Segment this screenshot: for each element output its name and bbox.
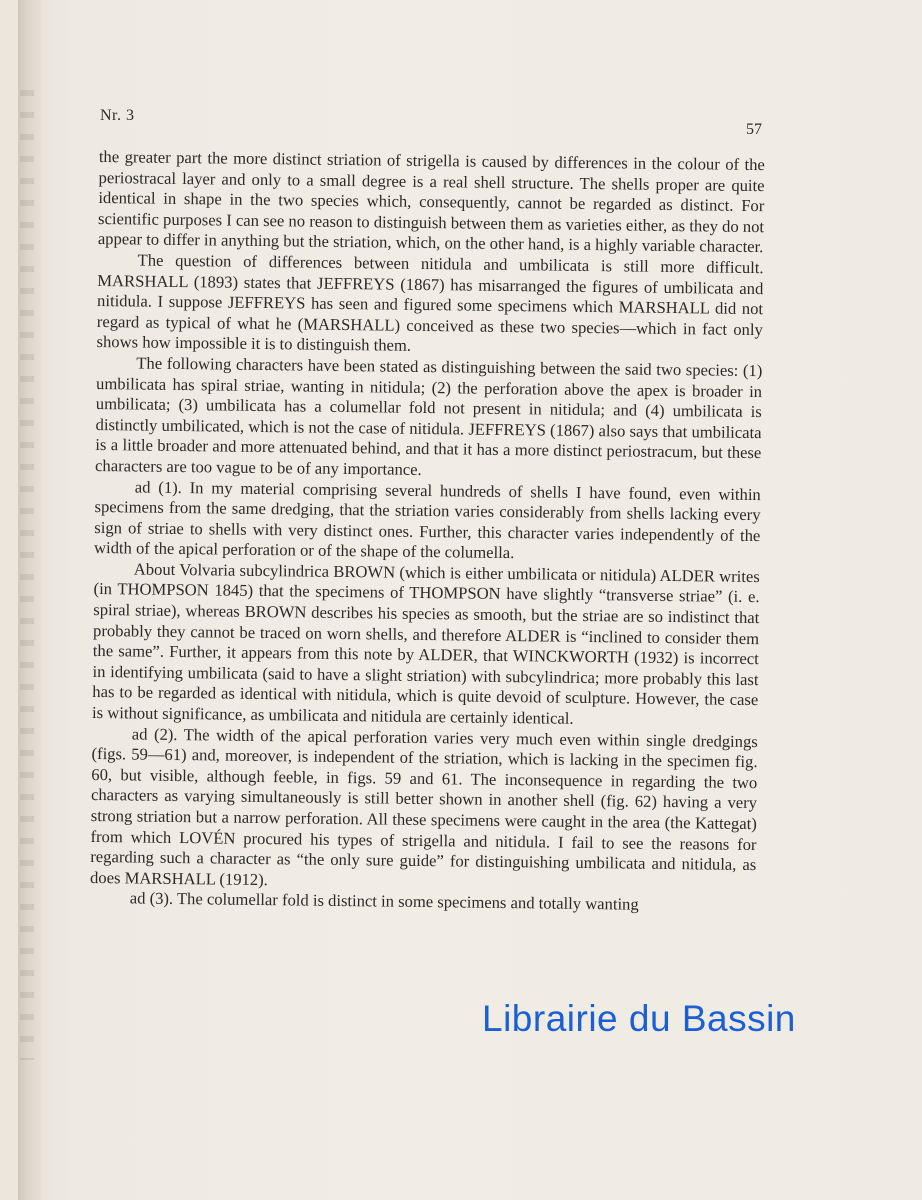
page-number: 57 [746, 121, 762, 138]
body-text [90, 147, 765, 917]
paragraph-6: ad (2). The width of the apical perforation varies very much even within single dredgings (figs. 59—61) and, moreover, is independent of the striation, which is lacking in the specimen fig. 60, but visible, although feeble, in figs. 59 and 61. The inconsequence in regarding the two characters as varying simultaneously is still better shown in another shell (fig. 62) having a very strong striation but a narrow perforation. All these specimens were caught in the area (the Kattegat) from which LOVÉN procured his types of strigella and nitidula. I fail to see the reasons for regarding such a character as “the only sure guide” for distinguishing umbilicata and nitidula, as does MARSHALL (1912). [89, 724, 758, 889]
paragraph-1: the greater part the more distinct striation of strigella is caused by differences in the colour of the periostracal layer and only to a small degree is a real shell structure. The shells proper are quite identical in shape in the two species which, consequently, cannot be regarded as distinct. For scientific purposes I can see no reason to distinguish between them as varieties either, as they do not appear to differ in anything but the striation, which, on the other hand, is a highly variable character. [97, 147, 765, 257]
paragraph-4: ad (1). In my material comprising several hundreds of shells I have found, even within specimens from the same dredging, that the striation varies considerably from shells lacking every sign of striae to shells with very distinct ones. Further, this character varies independently of the width of the apical perforation or of the shape of the columella. [93, 476, 761, 563]
paragraph-5: About Volvaria subcylindrica BROWN (which is either umbilicata or nitidula) ALDER writes (in THOMPSON 1845) that the specimens of THOMPSON have slightly “transverse striae” (i. e. spiral striae), whereas BROWN describes his species as smooth, but the striae are so indistinct that probably they cannot be traced on worn shells, and therefore ALDER is “inclined to consider them the same”. Further, it appears from this note by ALDER, that WINCKWORTH (1932) is incorrect in identifying umbilicata (said to have a slight striation) with subcylindrica; more probably this last has to be regarded as identical with nitidula, which is quite devoid of sculpture. However, the case is without significance, as umbilicata and nitidula are certainly identical. [91, 559, 760, 728]
facing-page-bleed [20, 90, 34, 1060]
paragraph-3: The following characters have been stated as distinguishing between the said two species: (1) umbilicata has spiral striae, wanting in nitidula; (2) the perforation above the apex is broader in umbilicata; (3) umbilicata has a columellar fold not present in nitidula; and (4) umbilicata is distinctly umbilicated, which is not the case of nitidula. JEFFREYS (1867) also says that umbilicata is a little broader and more attenuated behind, and that it has a more distinct periostracum, but these characters are too vague to be of any importance. [94, 353, 763, 479]
seller-watermark: Librairie du Bassin [482, 998, 796, 1039]
paragraph-7: ad (3). The columellar fold is distinct in some specimens and totally wanting [129, 888, 639, 915]
paragraph-2: The question of differences between nitidula and umbilicata is still more difficult. MARSHALL (1893) states that JEFFREYS (1867) has misarranged the figures of umbilicata and nitidula. I suppose JEFFREYS has seen and figured some specimens which MARSHALL did not regard as typical of what he (MARSHALL) conceived as these two species—which in fact only shows how impossible it is to distinguish them. [96, 250, 764, 356]
issue-number: Nr. 3 [100, 107, 135, 124]
